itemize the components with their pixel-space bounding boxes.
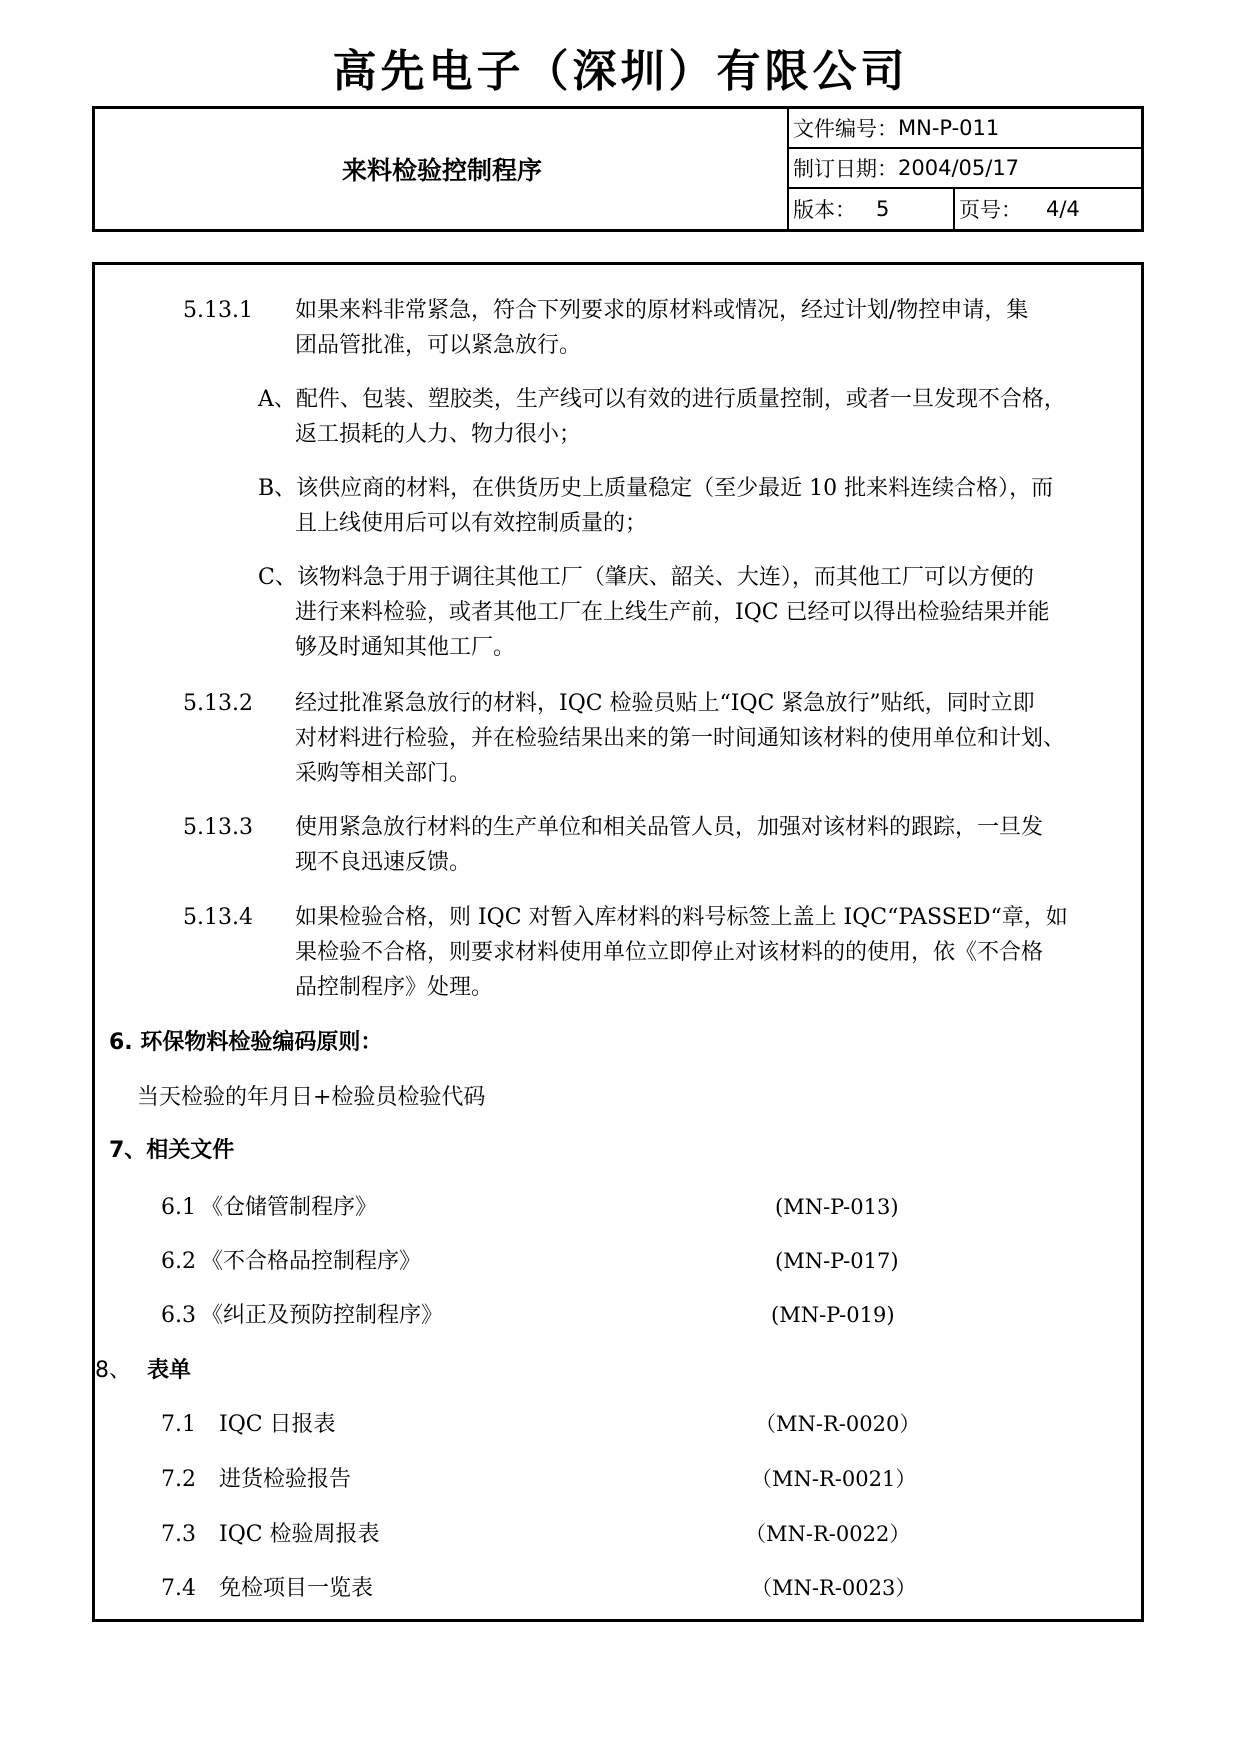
- clause-number: 5.13.4: [183, 905, 253, 930]
- page-label: 页号：: [959, 198, 1022, 222]
- form-code: （MN-R-0021）: [751, 1467, 917, 1491]
- section-heading: 表单: [147, 1358, 192, 1383]
- related-doc-name: 《仓储管制程序》: [201, 1195, 378, 1220]
- form-name: 免检项目一览表: [219, 1576, 374, 1601]
- form-number: 7.4: [161, 1576, 196, 1601]
- meta-doc-no-row: [789, 109, 1141, 149]
- clause-text: 果检验不合格，则要求材料使用单位立即停止对该材料的的使用，依《不合格: [295, 940, 1044, 965]
- section-text: 当天检验的年月日+检验员检验代码: [137, 1085, 486, 1110]
- clause-number: 5.13.2: [183, 691, 253, 716]
- clause-text: 如果检验合格，则 IQC 对暂入库材料的料号标签上盖上 IQC“PASSED“章，如: [295, 905, 1068, 930]
- date-label: 制订日期：: [793, 157, 898, 181]
- form-code: （MN-R-0022）: [745, 1522, 911, 1546]
- list-item-a-cont: 返工损耗的人力、物力很小；: [295, 422, 582, 447]
- form-number: 7.3: [161, 1522, 196, 1547]
- clause-text: 现不良迅速反馈。: [295, 850, 472, 875]
- section-heading: 6. 环保物料检验编码原则：: [109, 1030, 383, 1055]
- company-name: 高先电子（深圳）有限公司: [332, 46, 909, 97]
- doc-no-label: 文件编号：: [793, 117, 898, 141]
- list-item-c-cont: 进行来料检验，或者其他工厂在上线生产前，IQC 已经可以得出检验结果并能: [295, 600, 1050, 625]
- clause-text: 对材料进行检验，并在检验结果出来的第一时间通知该材料的使用单位和计划、: [295, 726, 1066, 751]
- related-doc-number: 6.1: [161, 1195, 196, 1220]
- form-code: （MN-R-0020）: [755, 1412, 921, 1436]
- related-doc-code: (MN-P-013): [775, 1195, 899, 1219]
- clause-number: 5.13.1: [183, 298, 253, 323]
- list-item-b: B、该供应商的材料，在供货历史上质量稳定（至少最近 10 批来料连续合格），而: [258, 476, 1054, 501]
- version-value: 5: [876, 197, 890, 221]
- list-item-b-cont: 且上线使用后可以有效控制质量的；: [295, 511, 648, 536]
- document-meta: [787, 109, 1141, 229]
- related-doc-number: 6.3: [161, 1303, 196, 1328]
- version-label: 版本：: [793, 198, 856, 222]
- meta-version-row: [789, 189, 1141, 229]
- section-heading: 7、相关文件: [109, 1138, 235, 1163]
- related-doc-number: 6.2: [161, 1249, 196, 1274]
- clause-text: 团品管批准，可以紧急放行。: [295, 333, 582, 358]
- document-body: [92, 262, 1144, 1622]
- doc-no-value: MN-P-011: [898, 116, 1000, 140]
- form-code: （MN-R-0023）: [751, 1576, 917, 1600]
- clause-text: 使用紧急放行材料的生产单位和相关品管人员，加强对该材料的跟踪，一旦发: [295, 815, 1044, 840]
- clause-text: 品控制程序》处理。: [295, 975, 494, 1000]
- form-name: 进货检验报告: [219, 1467, 352, 1492]
- document-header: [92, 106, 1144, 232]
- form-name: IQC 检验周报表: [219, 1522, 380, 1547]
- related-doc-code: (MN-P-019): [771, 1303, 895, 1327]
- list-item-c-cont: 够及时通知其他工厂。: [295, 635, 516, 660]
- clause-text: 采购等相关部门。: [295, 761, 472, 786]
- list-item-a: A、配件、包装、塑胶类，生产线可以有效的进行质量控制，或者一旦发现不合格，: [258, 387, 1066, 412]
- clause-number: 5.13.3: [183, 815, 253, 840]
- form-name: IQC 日报表: [219, 1412, 336, 1437]
- related-doc-name: 《不合格品控制程序》: [201, 1249, 422, 1274]
- form-number: 7.1: [161, 1412, 196, 1437]
- list-item-c: C、该物料急于用于调往其他工厂（肇庆、韶关、大连），而其他工厂可以方便的: [258, 565, 1034, 590]
- related-doc-code: (MN-P-017): [775, 1249, 899, 1273]
- form-number: 7.2: [161, 1467, 196, 1492]
- clause-text: 如果来料非常紧急，符合下列要求的原材料或情况，经过计划/物控申请，集: [295, 298, 1029, 323]
- meta-date-row: [789, 149, 1141, 189]
- clause-text: 经过批准紧急放行的材料，IQC 检验员贴上“IQC 紧急放行”贴纸，同时立即: [295, 691, 1035, 716]
- document-title: 来料检验控制程序: [341, 156, 542, 185]
- date-value: 2004/05/17: [898, 156, 1020, 180]
- page-value: 4/4: [1046, 197, 1080, 221]
- related-doc-name: 《纠正及预防控制程序》: [201, 1303, 444, 1328]
- section-number: 8、: [95, 1358, 131, 1383]
